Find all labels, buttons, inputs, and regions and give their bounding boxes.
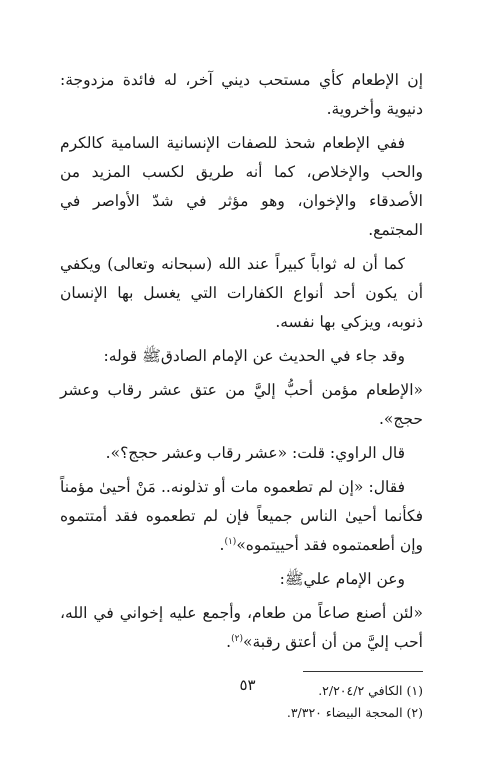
body-paragraph: إن الإطعام كأي مستحب ديني آخر، له فائدة مزدوجة: دنيوية وأخروية. [60,71,423,118]
page-number: ٥٣ [239,676,256,694]
footnote-divider [303,671,423,672]
hadith-text: فقال: «إن لم تطعموه مات أو تذلونه.. مَنْ أحيىٰ مؤمناً فكأنما أحيىٰ الناس جميعاً فإن لم تطعموه فقد أمتتموه وإن أطعمتموه فقد أحييتموه» [60,478,423,554]
footnote: (١) الكافي ٢/٢٠٤/٢. [318,683,423,698]
footnote-marker: (٢) [231,633,243,644]
hadith-quote [60,599,423,657]
sentence-period: . [219,536,225,554]
hadith-quote: «الإطعام مؤمن أحبُّ إليَّ من عتق عشر رقاب وعشر حجج». [60,381,423,428]
body-paragraph: وعن الإمام عليﷺ: [279,570,405,588]
body-paragraph: ففي الإطعام شحذ للصفات الإنسانية السامية كالكرم والحب والإخلاص، كما أنه طريق لكسب المزيد من الأصدقاء والإخوان، وهو مؤثر في شدّ الأواصر في المجتمع. [60,134,423,239]
hadith-text: «لئن أصنع صاعاً من طعام، وأجمع عليه إخواني في الله، أحب إليَّ من أن أعتق رقبة» [60,604,423,651]
body-paragraph: قال الراوي: قلت: «عشر رقاب وعشر حجج؟». [105,444,405,462]
footnote: (٢) المحجة البيضاء ٣/٣٢٠. [286,705,423,720]
body-paragraph: كما أن له ثواباً كبيراً عند الله (سبحانه وتعالى) ويكفي أن يكون أحد أنواع الكفارات التي يغسل بها الإنسان ذنوبه، ويزكي بها نفسه. [60,255,423,331]
footnote-marker: (١) [224,536,237,547]
hadith-quote [60,473,423,560]
sentence-period: . [226,633,232,651]
body-paragraph: وقد جاء في الحديث عن الإمام الصادقﷺ قوله: [103,347,405,365]
